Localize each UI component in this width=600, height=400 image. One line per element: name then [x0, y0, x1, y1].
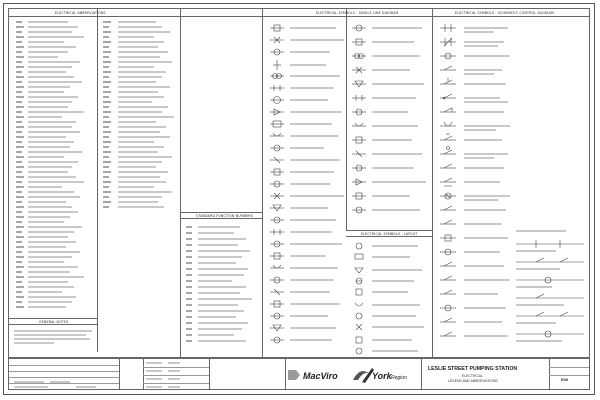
panel-divider	[180, 8, 181, 358]
single-line-title: ELECTRICAL SYMBOLS - SINGLE LINE DIAGRAM	[316, 11, 399, 15]
sheet-number: E00	[561, 377, 569, 382]
single-line-symbol-column	[268, 18, 346, 354]
layout-symbol-column	[350, 240, 430, 356]
svg-text:York: York	[372, 371, 392, 381]
schematic-title: ELECTRICAL SYMBOLS - SCHEMATIC CONTROL DIAGRAM	[455, 11, 554, 15]
macviro-logo	[286, 366, 344, 384]
york-region-logo	[350, 364, 412, 386]
column-divider	[346, 8, 347, 230]
column-divider	[97, 8, 98, 352]
drawing-subtitle-line1: ELECTRICAL	[462, 374, 483, 378]
layout-title: ELECTRICAL SYMBOLS - LAYOUT	[361, 232, 418, 236]
device-numbers-title: STANDARD FUNCTION NUMBERS	[196, 214, 254, 218]
station-title: LESLIE STREET PUMPING STATION	[428, 366, 518, 372]
svg-text:Region: Region	[391, 375, 407, 381]
header-rule	[8, 16, 180, 17]
general-notes-title: GENERAL NOTES	[39, 320, 69, 324]
panel-rule	[180, 218, 262, 219]
panel-rule	[8, 318, 97, 319]
drawing-subtitle-line2: LEGEND AND ABBREVIATIONS	[448, 379, 498, 383]
panel-rule	[8, 324, 97, 325]
header-rule	[262, 16, 432, 17]
panel-divider	[262, 8, 263, 358]
header-rule	[432, 16, 590, 17]
panel-rule	[346, 236, 432, 237]
svg-text:MacViro: MacViro	[303, 371, 338, 381]
panel-rule	[180, 212, 262, 213]
panel-rule	[346, 230, 432, 231]
single-line-symbol-column-b	[350, 18, 430, 228]
abbreviations-title: ELECTRICAL ABBREVIATIONS	[55, 11, 106, 15]
header-rule	[180, 16, 262, 17]
schematic-symbol-column	[436, 18, 588, 354]
panel-divider	[432, 8, 433, 358]
